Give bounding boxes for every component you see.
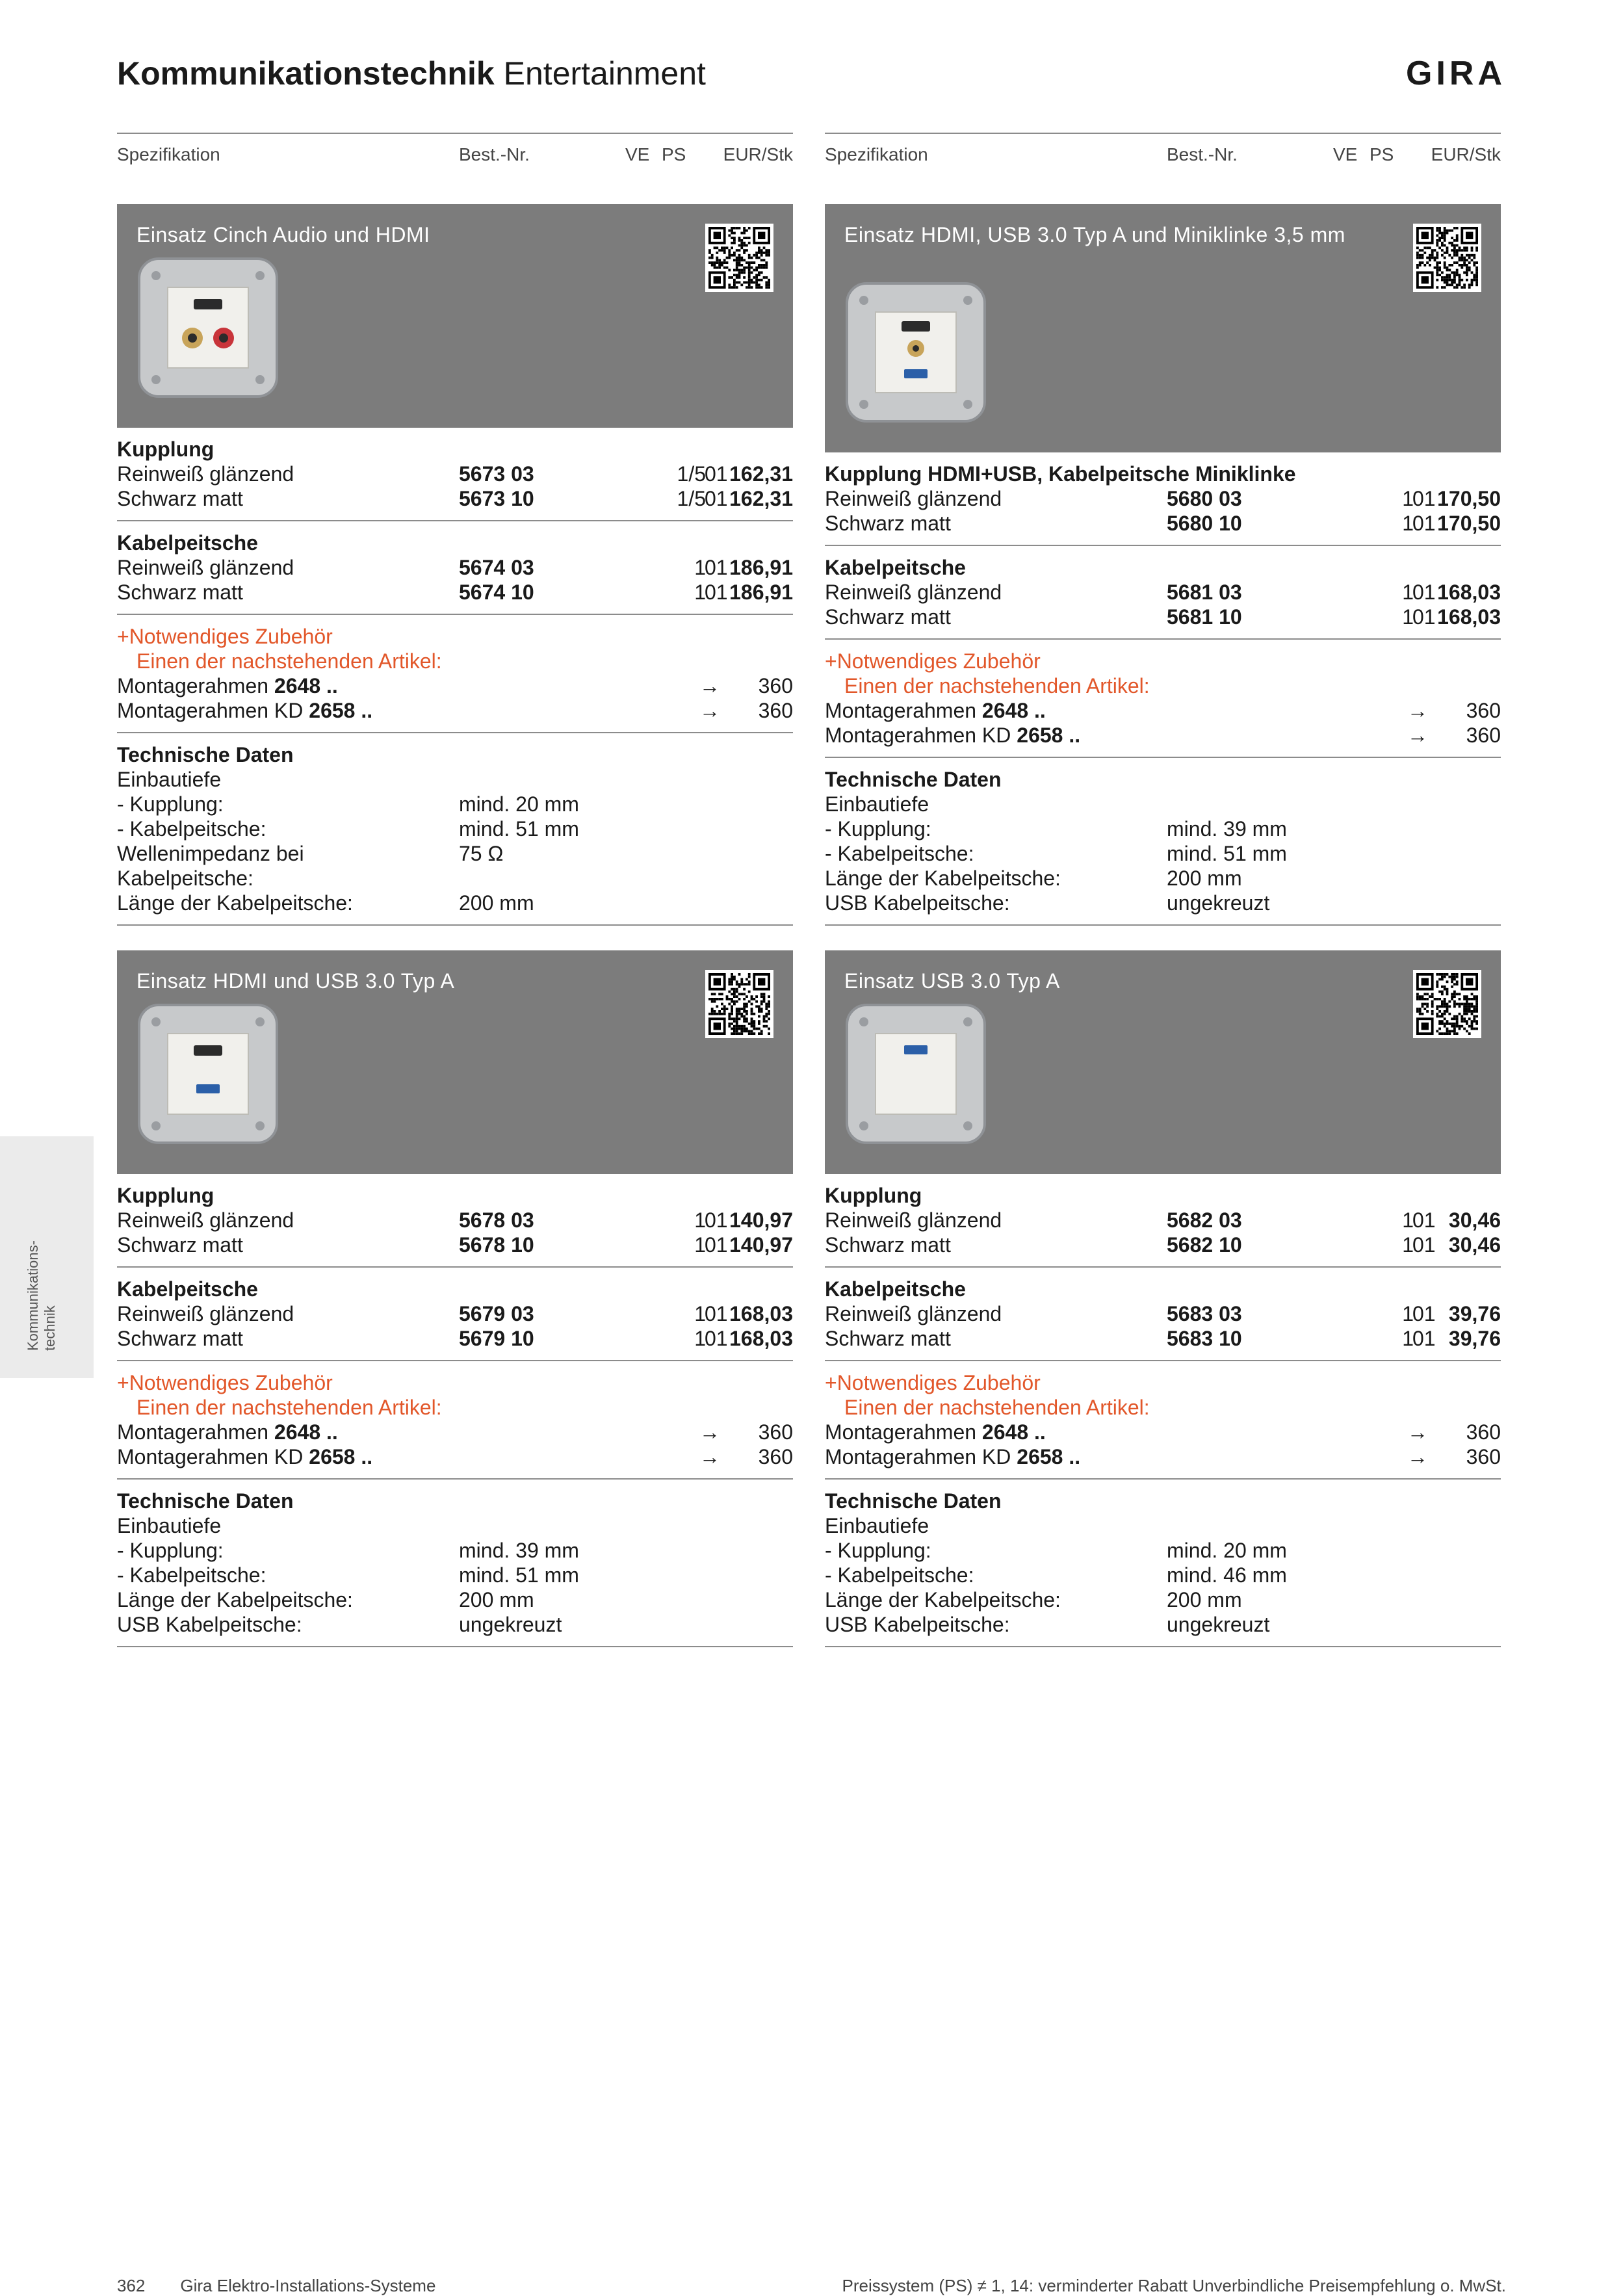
ps-value: 01 [1412,1327,1436,1350]
tech-row [825,1538,1501,1563]
ve-value: 1 [694,1302,706,1325]
tech-value: mind. 51 mm [459,1563,579,1587]
cable-section [117,1268,793,1361]
product-title: Einsatz HDMI, USB 3.0 Typ A und Miniklinke 3,5 mm [844,223,1345,246]
price: 168,03 [1437,581,1501,604]
arrow-right-icon: → [699,674,720,698]
ve-value: 1 [694,1208,706,1232]
socket-usb-image [844,1002,987,1145]
section-title: Technische Daten [117,1489,294,1513]
order-number: 5678 10 [459,1233,534,1257]
socket-hdmi-usb-image [136,1002,279,1145]
tech-value: mind. 46 mm [1167,1563,1287,1587]
product-row [117,1208,793,1233]
price: 168,03 [1437,605,1501,629]
accessory-label: Montagerahmen [117,1420,274,1444]
product-row [117,1233,793,1257]
tech-value: 200 mm [1167,1588,1242,1611]
accessory-subtitle: Einen der nachstehenden Artikel: [136,1396,442,1419]
tech-label: Länge der Kabelpeitsche: [825,867,1061,890]
column-header-price: EUR/Stk [723,144,793,164]
tech-label: USB Kabelpeitsche: [117,1613,302,1636]
product-row [825,1233,1501,1257]
tech-label: Wellenimpedanz bei [117,842,304,865]
tech-data-section [825,1480,1501,1647]
accessory-number: 2658 .. [1017,1445,1081,1468]
column-header-spec: Spezifikation [117,144,220,164]
section-title: Kupplung [825,1184,922,1207]
section-title: Kabelpeitsche [825,556,966,579]
accessory-row[interactable] [825,1420,1501,1444]
ve-value: 1 [1402,487,1414,510]
accessory-row[interactable] [117,698,793,723]
product-row [825,486,1501,511]
ve-value: 1 [1402,581,1414,604]
order-number: 5681 10 [1167,605,1242,629]
coupling-section [825,452,1501,546]
order-number: 5673 03 [459,462,534,486]
section-title: Kupplung HDMI+USB, Kabelpeitsche Miniklinke [825,462,1296,486]
tech-row [117,792,793,816]
column-header-ps: PS [662,144,686,164]
tech-row [117,1563,793,1587]
page-reference[interactable]: 360 [1466,1420,1501,1444]
accessory-row[interactable] [825,698,1501,723]
variant-name: Schwarz matt [825,1327,951,1350]
tech-label: Länge der Kabelpeitsche: [117,891,353,915]
variant-name: Reinweiß glänzend [825,1208,1002,1232]
tech-label: - Kabelpeitsche: [117,1563,266,1587]
coupling-section [117,428,793,521]
socket-cinch-hdmi-image [136,256,279,399]
variant-name: Reinweiß glänzend [825,487,1002,510]
accessory-subtitle: Einen der nachstehenden Artikel: [844,674,1150,698]
order-number: 5681 03 [1167,581,1242,604]
section-title: Technische Daten [117,743,294,766]
order-number: 5682 03 [1167,1208,1242,1232]
accessory-row[interactable] [117,1444,793,1469]
page-reference[interactable]: 360 [758,1420,793,1444]
price: 168,03 [729,1327,793,1350]
accessory-label: Montagerahmen [825,1420,982,1444]
tech-value: mind. 20 mm [459,792,579,816]
tech-label: Länge der Kabelpeitsche: [117,1588,353,1611]
ve-value: 1 [1402,512,1414,535]
product-row [117,462,793,486]
accessory-number: 2658 .. [1017,724,1081,747]
tech-row [117,816,793,841]
variant-name: Schwarz matt [825,605,951,629]
tech-value: 200 mm [1167,867,1242,890]
column-header-nr: Best.-Nr. [459,144,530,164]
cable-section [117,521,793,615]
order-number: 5683 03 [1167,1302,1242,1325]
arrow-right-icon: → [699,1445,720,1468]
ps-value: 01 [1412,512,1436,535]
price: 162,31 [729,462,793,486]
page-reference[interactable]: 360 [758,674,793,698]
tech-intro: Einbautiefe [117,1514,222,1537]
qr-code-icon[interactable] [1413,224,1481,292]
product-row [825,1208,1501,1233]
ps-value: 01 [1412,1302,1436,1325]
order-number: 5674 03 [459,556,534,579]
column-header [117,133,793,173]
tech-row [117,1538,793,1563]
variant-name: Schwarz matt [825,1233,951,1257]
gira-logo: GIRA [1406,55,1506,92]
ps-value: 01 [705,556,728,579]
arrow-right-icon: → [1407,1445,1428,1468]
page-number: 362 [117,2276,146,2295]
arrow-right-icon: → [699,1420,720,1444]
order-number: 5673 10 [459,487,534,510]
variant-name: Schwarz matt [117,487,243,510]
order-number: 5674 10 [459,581,534,604]
column-header-price: EUR/Stk [1431,144,1501,164]
tech-label: - Kupplung: [825,817,931,841]
tech-value: 200 mm [459,1588,534,1611]
section-title: Kupplung [117,437,214,461]
ps-value: 01 [1412,581,1436,604]
footer-left [117,2275,435,2296]
tech-row [825,1612,1501,1637]
accessory-row[interactable] [825,1444,1501,1469]
ps-value: 01 [705,1302,728,1325]
arrow-right-icon: → [1407,1420,1428,1444]
page-reference[interactable]: 360 [758,699,793,722]
tech-data-section [117,733,793,926]
product-row [117,1326,793,1351]
section-title: Kupplung [117,1184,214,1207]
coupling-section [117,1174,793,1268]
plus-icon: + [825,1371,837,1394]
product-banner [117,950,793,1174]
tech-value: mind. 39 mm [459,1539,579,1562]
product-banner [825,204,1501,452]
order-number: 5680 10 [1167,512,1242,535]
price: 140,97 [729,1233,793,1257]
accessory-section [117,615,793,733]
ve-value: 1 [1402,1327,1414,1350]
tech-intro: Einbautiefe [825,792,929,816]
tech-row [117,1612,793,1637]
product-row [825,605,1501,629]
product-title: Einsatz USB 3.0 Typ A [844,969,1060,993]
price: 168,03 [729,1302,793,1325]
accessory-title: +Notwendiges Zubehör [825,1371,1041,1394]
accessory-number: 2658 .. [309,699,373,722]
tech-label: - Kabelpeitsche: [825,842,974,865]
tech-data-section [825,758,1501,926]
product-row [825,1326,1501,1351]
tech-value: 200 mm [459,891,534,915]
tech-value: ungekreuzt [1167,891,1270,915]
variant-name: Reinweiß glänzend [825,581,1002,604]
product-card [825,204,1501,926]
tech-label: - Kabelpeitsche: [825,1563,974,1587]
accessory-number: 2648 .. [274,674,338,698]
price: 30,46 [1448,1233,1501,1257]
product-row [825,580,1501,605]
section-title: Technische Daten [825,1489,1002,1513]
tech-row [117,1587,793,1612]
plus-icon: + [117,625,129,648]
ve-value: 1 [694,556,706,579]
page-reference[interactable]: 360 [1466,699,1501,722]
column-header-spec: Spezifikation [825,144,928,164]
accessory-label: Montagerahmen KD [825,1445,1017,1468]
qr-code-icon[interactable] [1413,970,1481,1038]
tech-label: Länge der Kabelpeitsche: [825,1588,1061,1611]
socket-hdmi-usb-jack-image [844,281,987,424]
accessory-section [825,640,1501,758]
tech-value: ungekreuzt [459,1613,562,1636]
tech-label: - Kabelpeitsche: [117,817,266,841]
product-row [825,511,1501,536]
product-row [117,1301,793,1326]
accessory-row[interactable] [117,1420,793,1444]
product-title: Einsatz Cinch Audio und HDMI [136,223,430,246]
ve-value: 1 [694,1327,706,1350]
tech-label: - Kupplung: [825,1539,931,1562]
accessory-section [117,1361,793,1480]
accessory-section [825,1361,1501,1480]
tech-label: - Kupplung: [117,1539,224,1562]
tech-row [825,1563,1501,1587]
page-title [117,51,706,96]
tech-intro: Einbautiefe [825,1514,929,1537]
qr-code-icon[interactable] [705,970,773,1038]
ve-value: 1/5 [677,487,706,510]
order-number: 5682 10 [1167,1233,1242,1257]
accessory-row[interactable] [825,723,1501,748]
variant-name: Schwarz matt [117,1233,243,1257]
price: 170,50 [1437,512,1501,535]
tech-value: 75 Ω [459,842,504,865]
accessory-label: Montagerahmen [825,699,982,722]
order-number: 5680 03 [1167,487,1242,510]
section-title: Kabelpeitsche [117,1277,258,1301]
tech-row [117,891,793,915]
cable-section [825,1268,1501,1361]
ps-value: 01 [1412,1233,1436,1257]
variant-name: Reinweiß glänzend [117,556,294,579]
accessory-label: Montagerahmen [117,674,274,698]
tech-value: mind. 39 mm [1167,817,1287,841]
accessory-number: 2658 .. [309,1445,373,1468]
product-card [825,950,1501,1647]
price: 162,31 [729,487,793,510]
ps-value: 01 [1412,605,1436,629]
tech-label: USB Kabelpeitsche: [825,891,1010,915]
arrow-right-icon: → [1407,699,1428,722]
product-row [117,580,793,605]
accessory-title: +Notwendiges Zubehör [117,1371,333,1394]
plus-icon: + [825,649,837,673]
ve-value: 1 [1402,1233,1414,1257]
side-tab [0,1136,94,1378]
order-number: 5683 10 [1167,1327,1242,1350]
tech-row [825,841,1501,866]
tech-value: mind. 51 mm [1167,842,1287,865]
product-banner [117,204,793,428]
variant-name: Reinweiß glänzend [117,1302,294,1325]
column-header [825,133,1501,173]
variant-name: Reinweiß glänzend [117,1208,294,1232]
ps-value: 01 [705,487,728,510]
ve-value: 1 [1402,605,1414,629]
column-right [825,133,1501,1647]
tech-label: USB Kabelpeitsche: [825,1613,1010,1636]
ps-value: 01 [705,581,728,604]
section-title: Kabelpeitsche [117,531,258,554]
product-card [117,204,793,926]
accessory-title: +Notwendiges Zubehör [117,625,333,648]
accessory-title: +Notwendiges Zubehör [825,649,1041,673]
section-title: Kabelpeitsche [825,1277,966,1301]
ps-value: 01 [705,462,728,486]
tech-row [117,841,793,866]
price: 39,76 [1448,1302,1501,1325]
ve-value: 1/5 [677,462,706,486]
product-row [117,555,793,580]
variant-name: Schwarz matt [117,581,243,604]
price: 39,76 [1448,1327,1501,1350]
ps-value: 01 [705,1208,728,1232]
tech-row [825,866,1501,891]
page-title-subcategory: Entertainment [503,55,706,92]
order-number: 5679 03 [459,1302,534,1325]
publisher: Gira Elektro-Installations-Systeme [180,2276,436,2295]
ve-value: 1 [694,581,706,604]
ve-value: 1 [1402,1302,1414,1325]
price: 170,50 [1437,487,1501,510]
page-reference[interactable]: 360 [1466,724,1501,747]
accessory-row[interactable] [117,673,793,698]
ps-value: 01 [705,1233,728,1257]
coupling-section [825,1174,1501,1268]
price: 30,46 [1448,1208,1501,1232]
plus-icon: + [117,1371,129,1394]
order-number: 5679 10 [459,1327,534,1350]
product-card [117,950,793,1647]
tech-label: - Kupplung: [117,792,224,816]
variant-name: Reinweiß glänzend [825,1302,1002,1325]
price: 186,91 [729,556,793,579]
ps-value: 01 [1412,487,1436,510]
column-header-ve: VE [625,144,650,164]
product-title: Einsatz HDMI und USB 3.0 Typ A [136,969,455,993]
price: 186,91 [729,581,793,604]
section-title: Technische Daten [825,768,1002,791]
side-tab-label: Kommunikations- technik [25,1240,58,1351]
product-banner [825,950,1501,1174]
accessory-number: 2648 .. [981,699,1046,722]
order-number: 5678 03 [459,1208,534,1232]
page-reference[interactable]: 360 [758,1445,793,1468]
tech-intro: Einbautiefe [117,768,222,791]
ps-value: 01 [705,1327,728,1350]
accessory-number: 2648 .. [274,1420,338,1444]
arrow-right-icon: → [699,699,720,722]
tech-label: Kabelpeitsche: [117,867,253,890]
accessory-subtitle: Einen der nachstehenden Artikel: [136,649,442,673]
product-row [117,486,793,511]
page-title-category: Kommunikationstechnik [117,55,495,92]
tech-row [825,816,1501,841]
tech-value: ungekreuzt [1167,1613,1270,1636]
tech-value: mind. 51 mm [459,817,579,841]
accessory-label: Montagerahmen KD [825,724,1017,747]
tech-row [117,866,793,891]
variant-name: Schwarz matt [825,512,951,535]
ps-value: 01 [1412,1208,1436,1232]
accessory-label: Montagerahmen KD [117,1445,309,1468]
price: 140,97 [729,1208,793,1232]
variant-name: Reinweiß glänzend [117,462,294,486]
column-header-ps: PS [1370,144,1394,164]
page-reference[interactable]: 360 [1466,1445,1501,1468]
tech-row [825,891,1501,915]
product-row [825,1301,1501,1326]
variant-name: Schwarz matt [117,1327,243,1350]
accessory-number: 2648 .. [981,1420,1046,1444]
tech-value: mind. 20 mm [1167,1539,1287,1562]
column-left [117,133,793,1647]
accessory-label: Montagerahmen KD [117,699,309,722]
column-header-nr: Best.-Nr. [1167,144,1238,164]
arrow-right-icon: → [1407,724,1428,747]
accessory-subtitle: Einen der nachstehenden Artikel: [844,1396,1150,1419]
column-header-ve: VE [1333,144,1358,164]
ve-value: 1 [694,1233,706,1257]
cable-section [825,546,1501,640]
tech-data-section [117,1480,793,1647]
ve-value: 1 [1402,1208,1414,1232]
tech-row [825,1587,1501,1612]
footer-note: Preissystem (PS) ≠ 1, 14: verminderter Rabatt Unverbindliche Preisempfehlung o. MwSt. [842,2276,1506,2295]
qr-code-icon[interactable] [705,224,773,292]
